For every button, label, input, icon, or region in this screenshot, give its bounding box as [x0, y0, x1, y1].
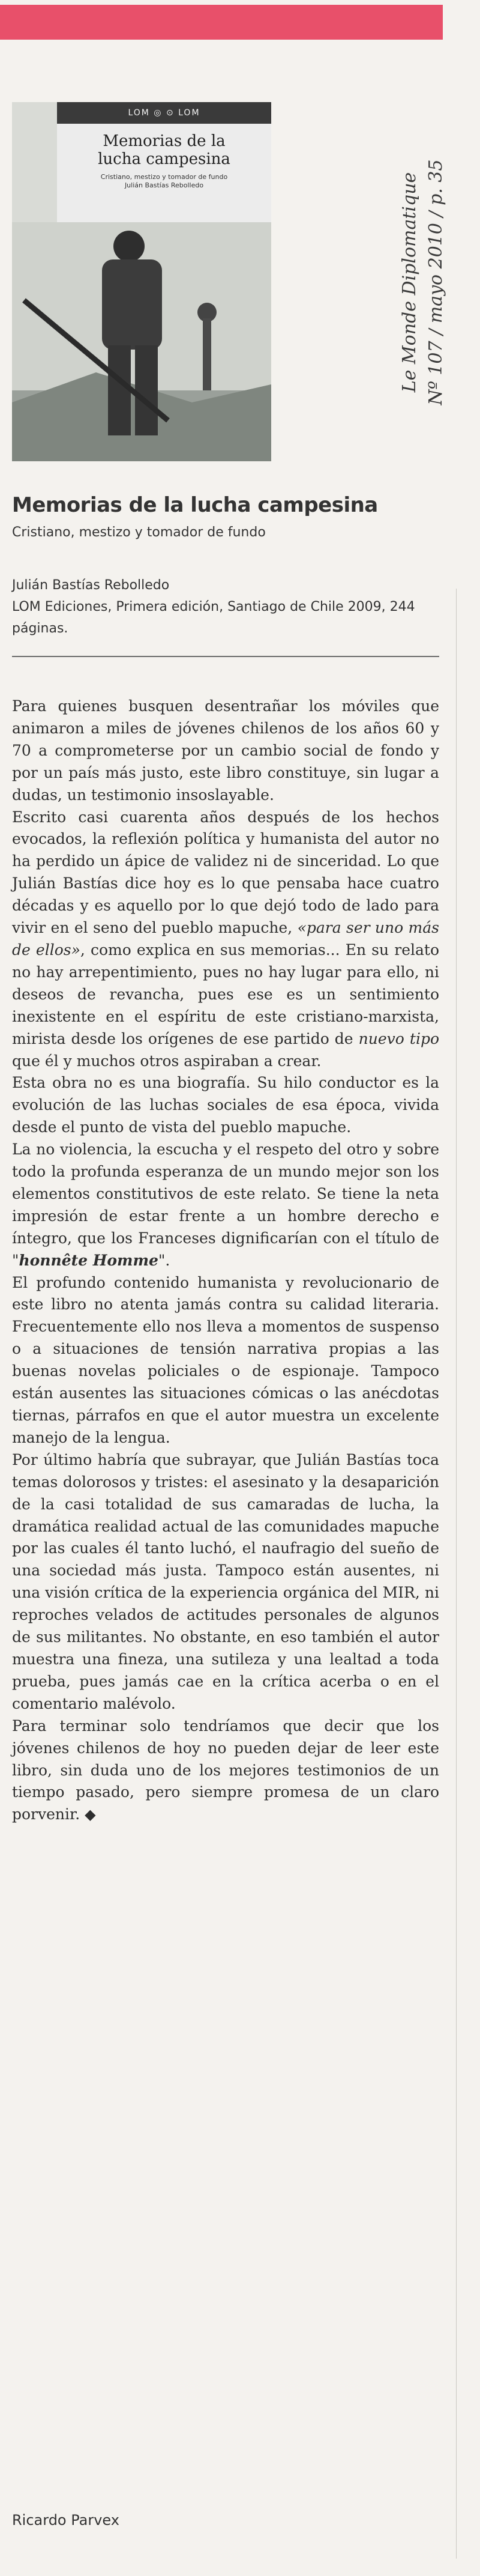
- book-author: Julián Bastías Rebolledo: [12, 578, 170, 593]
- cover-photo: [12, 222, 271, 461]
- handnote-line2: Nº 107 / mayo 2010 / p. 35: [425, 159, 446, 405]
- cover-subtitle-line2: Julián Bastías Rebolledo: [124, 181, 204, 189]
- byline: Ricardo Parvex: [12, 2512, 119, 2529]
- cover-title-line1: Memorias de la: [103, 132, 226, 150]
- publisher-logos: LOM ◎ ⊙ LOM: [57, 102, 271, 124]
- cover-title-band: [57, 102, 271, 222]
- paragraph-4: La no violencia, la escucha y el respeto del otro y sobre todo la profunda esperanza de un mundo mejor son los elementos constitutivos de este relato. Se tiene la neta impresión de estar frente a un hombre derecho e íntegro, que los Franceses dignificarían con el título de "honnête Homme".: [12, 1141, 439, 1269]
- publication-info: LOM Ediciones, Primera edición, Santiago de Chile 2009, 244 páginas.: [12, 599, 415, 636]
- article-body: [12, 696, 439, 1826]
- cover-subtitle-line1: Cristiano, mestizo y tomador de fundo: [100, 173, 228, 181]
- paragraph-7: Para terminar solo tendríamos que decir que los jóvenes chilenos de hoy no pueden dejar de leer este libro, sin duda uno de los mejores testimonios de un tiempo pasado, pero siempre promesa de un claro porvenir. ◆: [12, 1717, 439, 1823]
- paragraph-1: Para quienes busquen desentrañar los móviles que animaron a miles de jóvenes chilenos de los años 60 y 70 a comprometerse por un cambio social de fondo y por un país más justo, este libro constituye, sin lugar a dudas, un testimonio insoslayable.: [12, 697, 439, 804]
- book-cover: [12, 102, 271, 461]
- article-title: Memorias de la lucha campesina: [12, 493, 378, 517]
- paragraph-5: El profundo contenido humanista y revolucionario de este libro no atenta jamás contra su calidad literaria. Frecuentemente ello nos lleva a momentos de suspenso o a situaciones de tensión narrativa propias a las buenas novelas policiales o de espionaje. Tampoco están ausentes las situaciones cómicas o las anécdotas tiernas, párrafos en que el autor muestra un excelente manejo de la lengua.: [12, 1273, 439, 1446]
- article-subtitle: Cristiano, mestizo y tomador de fundo: [12, 525, 266, 540]
- divider: [12, 656, 439, 657]
- cover-book-subtitle: [69, 173, 259, 190]
- end-mark-icon: ◆: [85, 1806, 96, 1823]
- paragraph-6: Por último habría que subrayar, que Julián Bastías toca temas dolorosos y tristes: el asesinato y la desaparición de la casi totalidad de sus camaradas de lucha, la dramática realidad actual de las comunidades mapuche por las cuales él tanto luchó, el naufragio del sueño de una sociedad más justa. Tampoco están ausentes, ni una visión crítica de la experiencia orgánica del MIR, ni reproches velados de actitudes personales de algunos de sus militantes. No obstante, en eso también el autor muestra una fineza, una sutileza y una lealtad a toda prueba, pues jamás cae en la crítica acerba o en el comentario malévolo.: [12, 1450, 439, 1712]
- paragraph-2: Escrito casi cuarenta años después de los hechos evocados, la reflexión política y humanista del autor no ha perdido un ápice de validez ni de sinceridad. Lo que Julián Bastías dice hoy es lo que pensaba hace cuatro décadas y es aquello por lo que dejó todo de lado para vivir en el seno del pueblo mapuche, «para ser uno más de ellos», como explica en sus memorias... En su relato no hay arrepentimiento, pues no hay lugar para ello, ni deseos de revancha, pues ese es un sentimiento inexistente en el espíritu de este cristiano-marxista, mirista desde los orígenes de ese partido de nuevo tipo que él y muchos otros aspiraban a crear.: [12, 808, 440, 1070]
- accent-bar: [0, 5, 443, 40]
- paragraph-3: Esta obra no es una biografía. Su hilo conductor es la evolución de las luchas sociales de esa época, vivida desde el punto de vista del pueblo mapuche.: [12, 1074, 439, 1136]
- cover-book-title: [57, 132, 271, 168]
- column-edge: [456, 589, 457, 2559]
- handnote-line1: Le Monde Diplomatique: [399, 172, 420, 393]
- cover-title-line2: lucha campesina: [98, 150, 230, 168]
- handwritten-note: [366, 90, 480, 474]
